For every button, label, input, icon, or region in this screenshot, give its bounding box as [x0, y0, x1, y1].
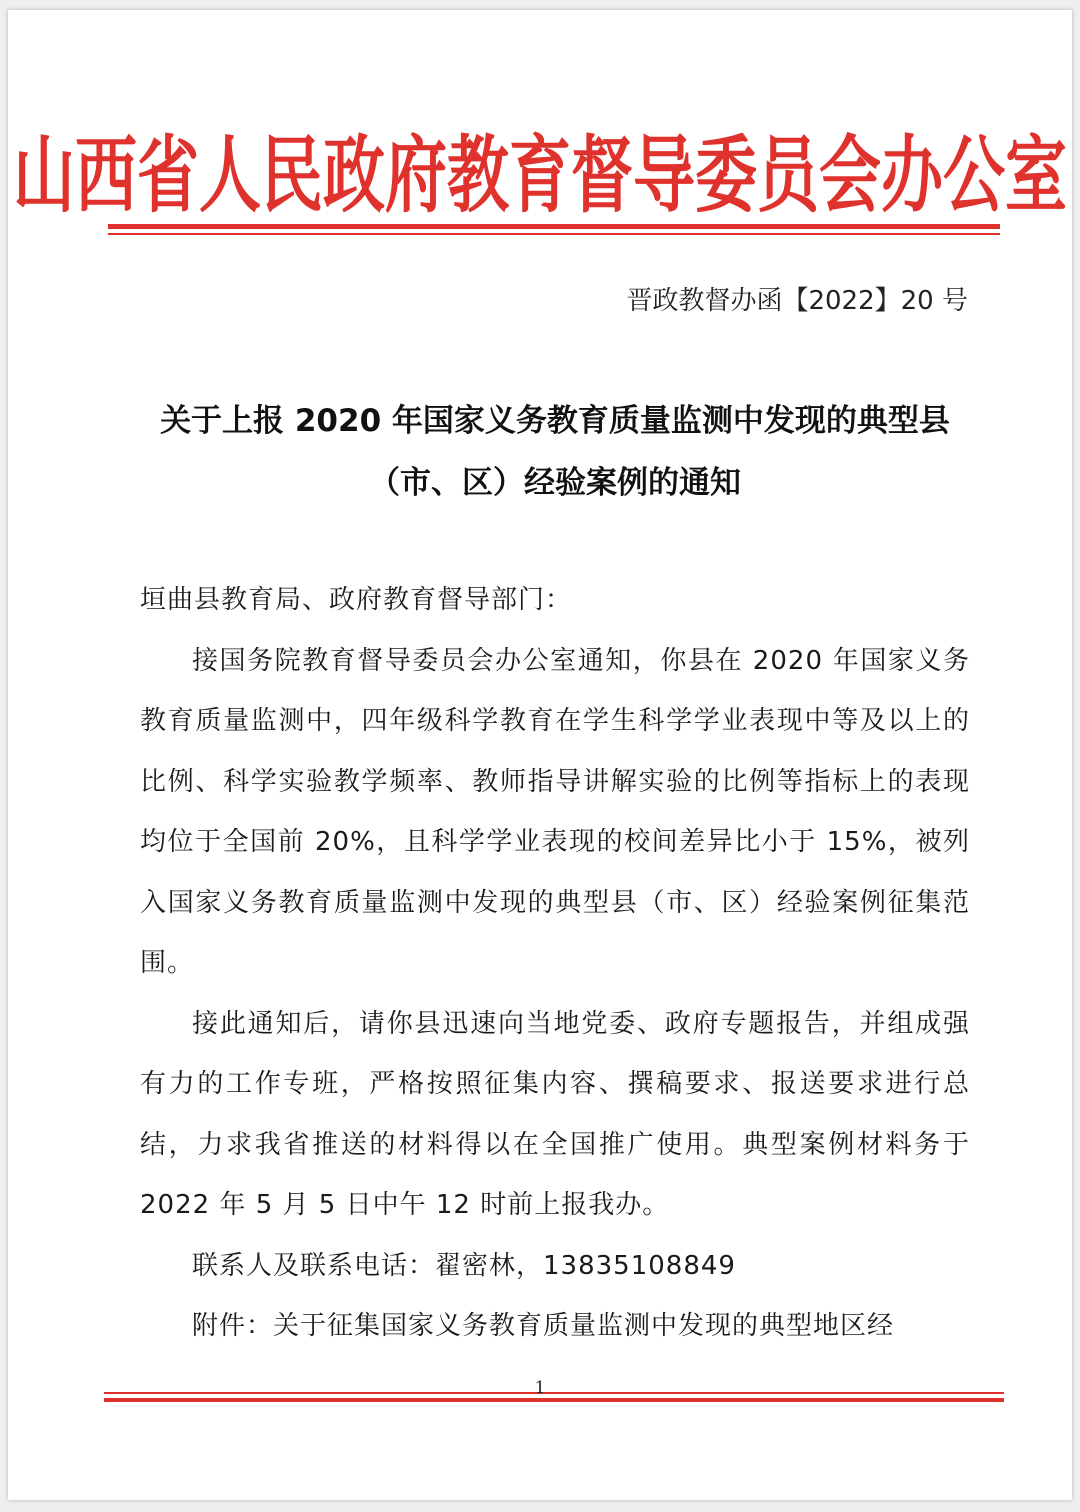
footer-thick-rule: [104, 1398, 1004, 1402]
header-thin-rule: [108, 233, 1000, 235]
page-number: 1: [534, 1378, 546, 1398]
document-body: [140, 570, 970, 1357]
organization-header: 山西省人民政府教育督导委员会办公室: [12, 125, 1067, 225]
contact-line: 联系人及联系电话：翟密林，13835108849: [192, 1250, 736, 1281]
attachment-line: 附件：关于征集国家义务教育质量监测中发现的典型地区经: [192, 1311, 895, 1341]
addressee: 垣曲县教育局、政府教育督导部门：: [140, 585, 573, 615]
paragraph-1: 接国务院教育督导委员会办公室通知，你县在 2020 年国家义务教育质量监测中，四年级科学教育在学生科学学业表现中等及以上的比例、科学实验教学频率、教师指导讲解实验的比例等指标上的表现均位于全国前 20%，且科学学业表现的校间差异比小于 15%，被列入国家义务教育质量监测中发现的典型县（市、区）经验案例征集范围。: [140, 645, 970, 978]
header-thick-rule: [108, 224, 1000, 229]
title-line-2: （市、区）经验案例的通知: [369, 465, 741, 501]
title-line-1: 关于上报 2020 年国家义务教育质量监测中发现的典型县: [160, 403, 950, 439]
document-title: [110, 390, 1000, 514]
paragraph-2: 接此通知后，请你县迅速向当地党委、政府专题报告，并组成强有力的工作专班，严格按照征集内容、撰稿要求、报送要求进行总结，力求我省推送的材料得以在全国推广使用。典型案例材料务于 2022 年 5 月 5 日中午 12 时前上报我办。: [140, 1008, 970, 1220]
document-number: 晋政教督办函【2022】20 号: [626, 286, 968, 316]
